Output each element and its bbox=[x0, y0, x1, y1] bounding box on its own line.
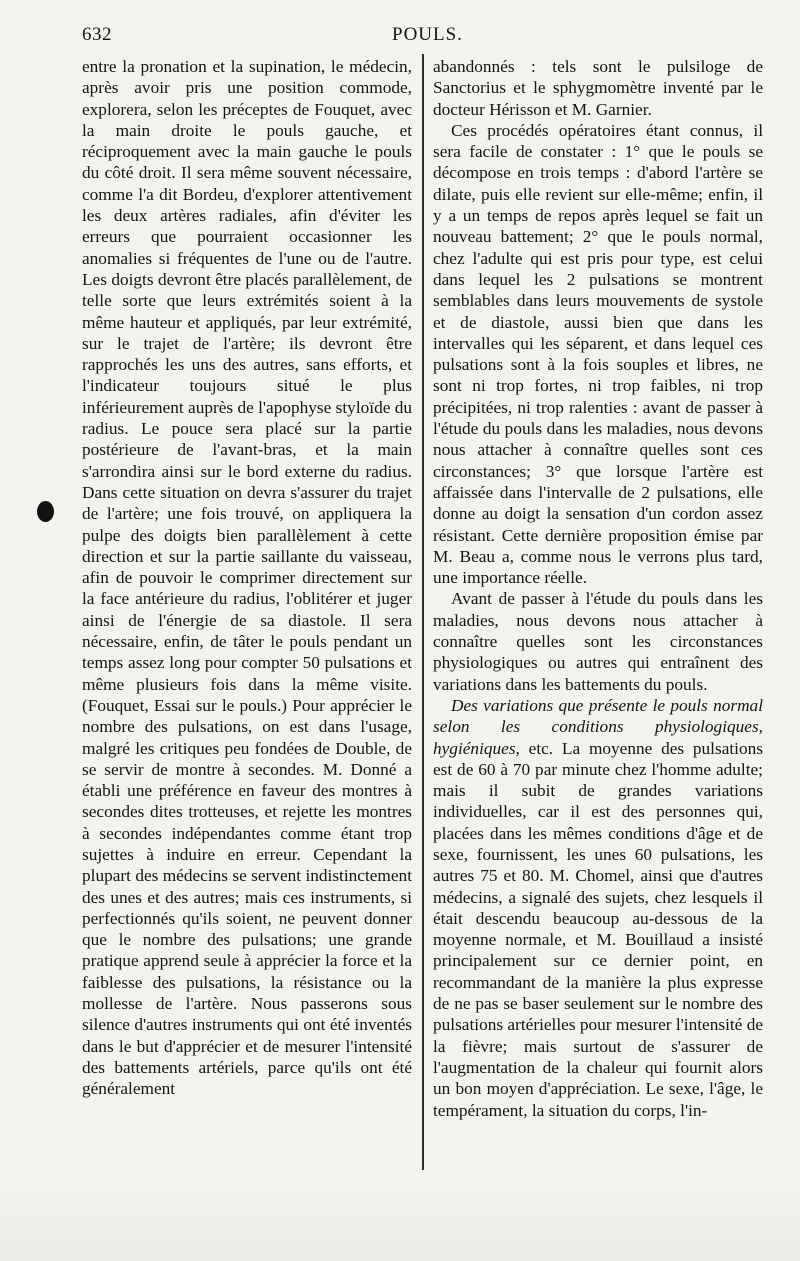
right-paragraph-4-text: etc. La moyenne des pulsations est de 60 à 70 par minute chez l'homme adulte; mais il subit de grandes variations individuelles, car il est des personnes qui, placées dans les mêmes conditions d'âge et de sexe, fournissent, les unes 60 pulsations, les autres 75 et 80. M. Chomel, ainsi que d'autres médecins, a signalé des sujets, chez lesquels il était descendu beaucoup au-dessous de la moyenne normale, et M. Bouillaud a insisté principalement sur ce dernier point, en recommandant de la manière la plus expresse de ne pas se baser seulement sur le nombre des pulsations artérielles pour mesurer l'intensité de la fièvre; mais surtout de s'assurer de l'augmentation de la chaleur qui fournit alors un bon moyen d'appréciation. Le sexe, l'âge, le tempérament, la situation du corps, l'in- bbox=[433, 738, 763, 1120]
page-bottom-margin bbox=[0, 1190, 800, 1261]
section-heading-italic: Des variations que présente le pouls normal selon les conditions physiologiques, hygiéniques, bbox=[433, 695, 763, 758]
ink-blot-mark bbox=[37, 501, 54, 522]
right-paragraph-1: abandonnés : tels sont le pulsiloge de Sanctorius et le sphygmomètre inventé par le docteur Hérisson et M. Garnier. bbox=[433, 57, 763, 119]
left-paragraph-1: entre la pronation et la supination, le médecin, après avoir pris une position commode, explorera, selon les préceptes de Fouquet, avec la main droite le pouls gauche, et réciproquement avec la main gauche le pouls du côté droit. Il sera même souvent nécessaire, comme l'a dit Bordeu, d'explorer attentivement les deux artères radiales, afin d'éviter les erreurs que pourraient occasionner les anomalies si fréquentes de l'une ou de l'autre. Les doigts devront être placés parallèlement, de telle sorte que leurs extrémités soient à la même hauteur et appliqués, par leur extrémité, sur le trajet de l'artère; ils devront être rapprochés les uns des autres, sans efforts, et l'indicateur toujours situé le plus inférieurement auprès de l'apophyse styloïde du radius. Le pouce sera placé sur la partie postérieure de l'avant-bras, et la main s'arrondira ainsi sur le bord externe du radius. Dans cette situation on devra s'assurer du trajet de l'artère; une fois trouvé, on appliquera la pulpe des doigts bien parallèlement à cette direction et sur la partie saillante du vaisseau, afin de pouvoir le comprimer directement sur la face antérieure du radius, l'oblitérer et juger ainsi de l'énergie de sa diastole. Il sera nécessaire, enfin, de tâter le pouls pendant un temps assez long pour compter 50 pulsations et même plusieurs fois dans la même visite. (Fouquet, Essai sur le pouls.) Pour apprécier le nombre des pulsations, on est dans l'usage, malgré les critiques peu fondées de Double, de se servir de montre à secondes. M. Donné a établi une préférence en faveur des montres à secondes dites trotteuses, et rejette les montres à secondes indépendantes comme étant trop sujettes à induire en erreur. Cependant la plupart des médecins se servent indistinctement des unes et des autres; mais ces instruments, si perfectionnés qu'ils soient, ne peuvent donner que le nombre des pulsations; une grande pratique apprend seule à apprécier la force et la faiblesse des pulsations, la résistance ou la mollesse de l'artère. Nous passerons sous silence d'autres instruments qui ont été inventés dans le but d'apprécier et de mesurer l'intensité des battements artériels, parce qu'ils ont été généralement bbox=[82, 57, 412, 1099]
right-paragraph-4 bbox=[433, 695, 763, 1121]
right-column bbox=[433, 56, 763, 1172]
left-column bbox=[82, 56, 412, 1172]
running-title: POULS. bbox=[392, 24, 463, 45]
right-paragraph-2: Ces procédés opératoires étant connus, il sera facile de constater : 1° que le pouls se décompose en trois temps : d'abord l'artère se dilate, puis elle revient sur elle-même; enfin, il y a un temps de repos après lequel se fait un nouveau battement; 2° que le pouls normal, chez l'adulte qui est pris pour type, est celui dans lequel les 2 pulsations se montrent semblables dans leurs mouvements de systole et de diastole, aussi bien que dans les intervalles qui les séparent, et dans lequel ces pulsations sont à la fois souples et libres, ne sont ni trop fortes, ni trop faibles, ni trop précipitées, ni trop ralenties : avant de passer à l'étude du pouls dans les maladies, nous devons nous attacher à connaître quelles sont ces circonstances; 3° que lorsque l'artère est affaissée dans l'intervalle de 2 pulsations, elle donne au doigt la sensation d'un cordon assez résistant. Cette dernière proposition émise par M. Beau a, comme nous le verrons plus tard, une importance réelle. bbox=[433, 120, 763, 588]
page-number: 632 bbox=[82, 24, 112, 45]
column-divider bbox=[422, 54, 424, 1170]
right-paragraph-3: Avant de passer à l'étude du pouls dans les maladies, nous devons nous attacher à connaître quelles sont les circonstances physiologiques ou autres qui entraînent des variations dans les battements du pouls. bbox=[433, 589, 763, 694]
page-header bbox=[0, 24, 800, 50]
